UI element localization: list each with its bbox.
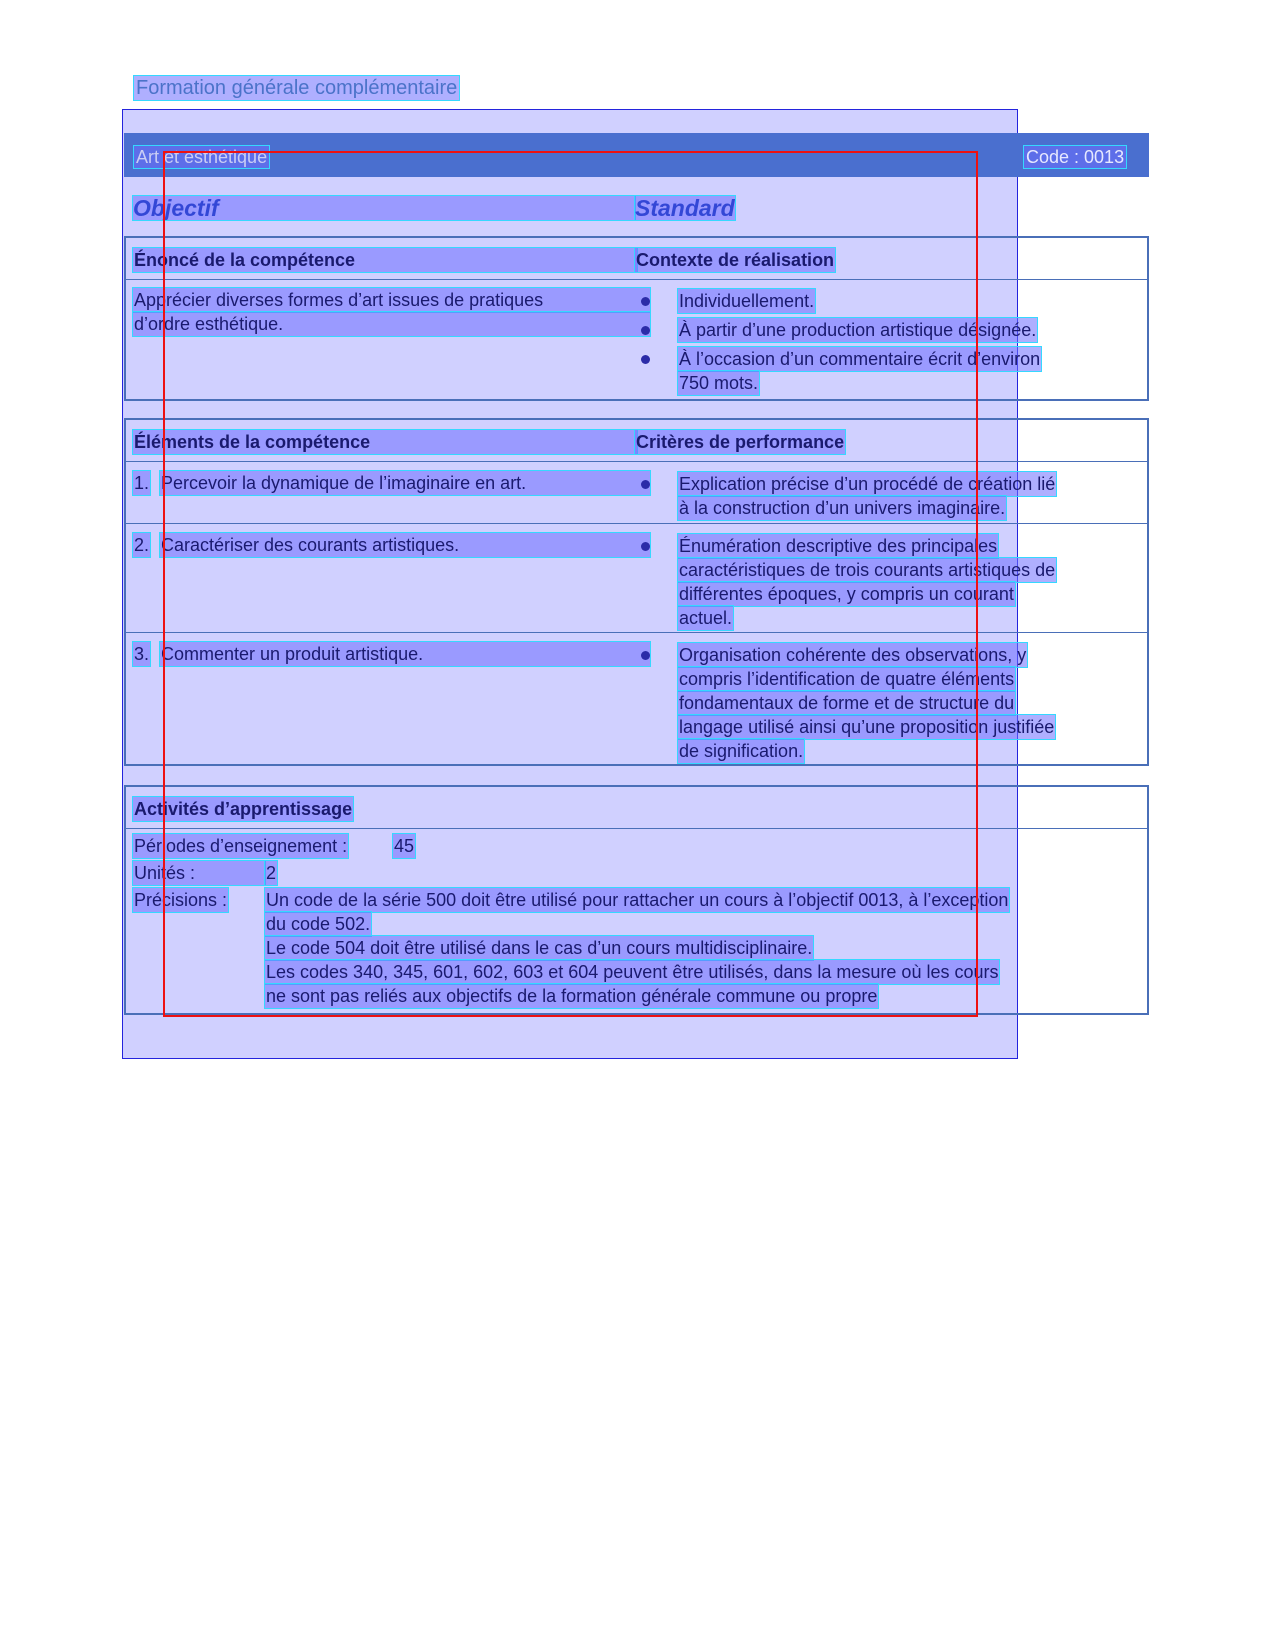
precisions-line: Le code 504 doit être utilisé dans le cas d’un cours multidisciplinaire. [266, 938, 813, 958]
precisions-label: Précisions : [134, 890, 228, 910]
precisions-line: du code 502. [266, 914, 371, 934]
criteria-line: fondamentaux de forme et de structure du [679, 693, 1015, 713]
precisions-line: Les codes 340, 345, 601, 602, 603 et 604 peuvent être utilisés, dans la mesure où les cours [266, 962, 999, 982]
criteria-line: Explication précise d’un procédé de création lié [679, 474, 1056, 494]
bullet-icon [641, 542, 650, 551]
criteria-line: de signification. [679, 741, 804, 761]
element-number: 3. [134, 644, 150, 664]
context-item: 750 mots. [679, 373, 759, 393]
element-text: Caractériser des courants artistiques. [160, 533, 650, 557]
context-item: À l’occasion d’un commentaire écrit d’environ [679, 349, 1041, 369]
activities-divider [124, 828, 1149, 829]
criteria-line: Énumération descriptive des principales [679, 536, 998, 556]
periods-value: 45 [394, 836, 415, 856]
bullet-icon [641, 480, 650, 489]
course-banner [124, 133, 1149, 177]
units-value: 2 [266, 863, 277, 883]
element-number: 2. [134, 535, 150, 555]
course-code: Code : 0013 [1026, 147, 1125, 167]
course-title: Art et esthétique [136, 147, 268, 167]
bullet-icon [641, 651, 650, 660]
competence-statement-header: Énoncé de la compétence [133, 248, 637, 272]
objectif-heading: Objectif [133, 196, 635, 220]
elements-header: Éléments de la compétence [133, 430, 637, 454]
standard-heading: Standard [635, 195, 735, 221]
criteria-line: actuel. [679, 608, 733, 628]
context-item: À partir d’une production artistique désignée. [679, 320, 1037, 340]
periods-label: Périodes d’enseignement : [134, 836, 348, 856]
page-title: Formation générale complémentaire [136, 77, 458, 99]
competence-statement-line: d’ordre esthétique. [133, 312, 650, 336]
criteria-line: caractéristiques de trois courants artistiques de [679, 560, 1056, 580]
context-header: Contexte de réalisation [636, 250, 835, 270]
competence-statement-line: Apprécier diverses formes d’art issues de pratiques [133, 288, 650, 312]
activities-header: Activités d’apprentissage [134, 799, 353, 819]
precisions-line: Un code de la série 500 doit être utilisé pour rattacher un cours à l’objectif 0013, à l’exception [266, 890, 1009, 910]
criteria-line: langage utilisé ainsi qu’une proposition justifiée [679, 717, 1055, 737]
criteria-line: compris l’identification de quatre éléments [679, 669, 1015, 689]
context-item: Individuellement. [679, 291, 815, 311]
element-text: Percevoir la dynamique de l’imaginaire en art. [160, 471, 650, 495]
criteria-line: différentes époques, y compris un courant [679, 584, 1014, 604]
bullet-icon [641, 326, 650, 335]
criteria-line: Organisation cohérente des observations, y [679, 645, 1027, 665]
bullet-icon [641, 355, 650, 364]
bullet-icon [641, 297, 650, 306]
precisions-line: ne sont pas reliés aux objectifs de la formation générale commune ou propre [266, 986, 878, 1006]
elements-row-divider [124, 523, 1149, 524]
units-label: Unités : [133, 861, 265, 885]
criteria-header: Critères de performance [636, 432, 845, 452]
elements-row-divider [124, 632, 1149, 633]
criteria-line: à la construction d’un univers imaginaire. [679, 498, 1006, 518]
element-number: 1. [134, 473, 150, 493]
elements-divider [124, 461, 1149, 462]
competence-divider [124, 279, 1149, 280]
element-text: Commenter un produit artistique. [160, 642, 650, 666]
